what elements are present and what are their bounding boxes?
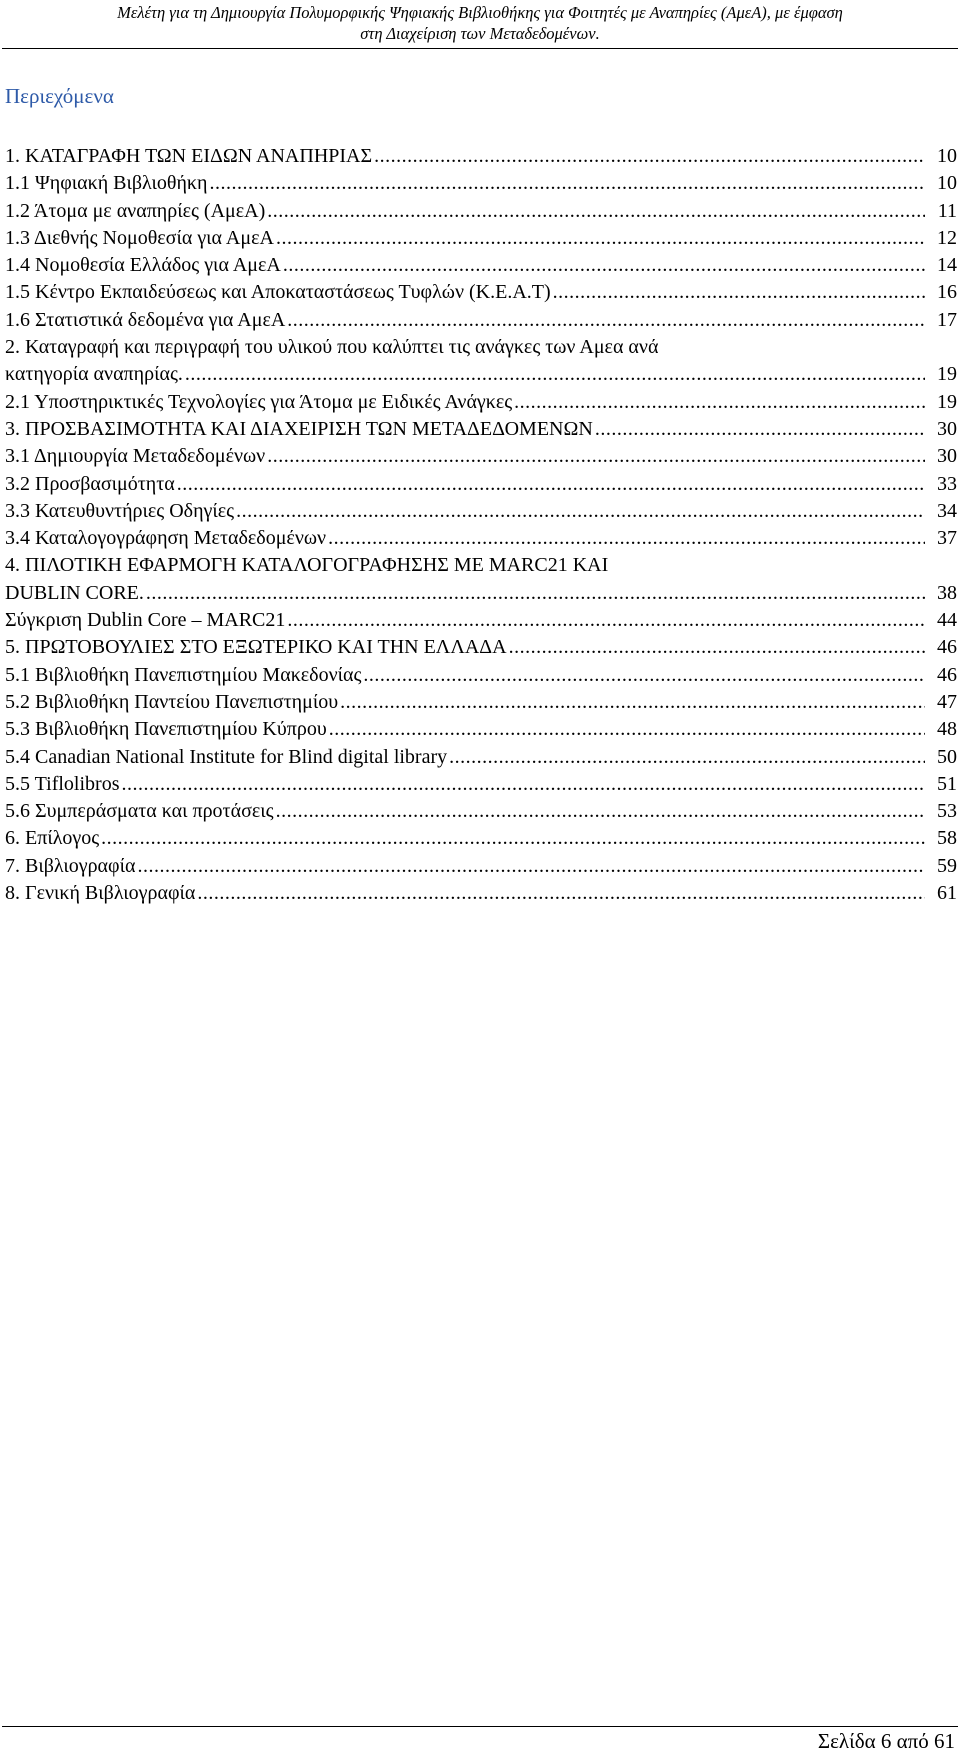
dot-leader [177, 471, 925, 498]
toc-heading: Περιεχόμενα [5, 84, 114, 108]
toc-entry[interactable] [5, 634, 957, 661]
dot-leader [121, 771, 925, 798]
toc-entry[interactable] [5, 771, 957, 798]
toc-entry-page: 46 [937, 636, 957, 659]
toc-entry-title: 5.6 Συμπεράσματα και προτάσεις [5, 800, 274, 823]
dot-leader [236, 498, 925, 525]
toc-entry-page: 50 [937, 745, 957, 768]
dot-leader [209, 170, 925, 197]
table-of-contents [5, 143, 957, 907]
toc-entry-title: 5.4 Canadian National Institute for Blind digital library [5, 745, 448, 768]
dot-leader [553, 279, 925, 306]
toc-entry[interactable] [5, 689, 957, 716]
dot-leader [267, 443, 925, 470]
toc-entry-title: 1.2 Άτομα με αναπηρίες (ΑμεΑ) [5, 199, 266, 222]
toc-entry[interactable] [5, 361, 957, 388]
toc-entry[interactable] [5, 279, 957, 306]
toc-entry-title: 3. ΠΡΟΣΒΑΣΙΜΟΤΗΤΑ ΚΑΙ ΔΙΑΧΕΙΡΙΣΗ ΤΩΝ ΜΕΤΑΔΕΔΟΜΕΝΩΝ [5, 417, 593, 440]
toc-entry[interactable] [5, 607, 957, 634]
toc-entry-page: 10 [937, 145, 957, 167]
header-line-2: στη Διαχείριση των Μεταδεδομένων. [360, 24, 600, 43]
toc-entry[interactable] [5, 853, 957, 880]
toc-entry-title: 5.5 Tiflolibros [5, 772, 120, 795]
dot-leader [340, 689, 925, 716]
dot-leader [595, 416, 925, 443]
toc-entry[interactable] [5, 498, 957, 525]
toc-entry-title: 1.1 Ψηφιακή Βιβλιοθήκη [5, 172, 208, 195]
toc-entry[interactable] [5, 307, 957, 334]
dot-leader [328, 525, 925, 552]
toc-entry[interactable] [5, 198, 957, 225]
toc-entry-page: 17 [937, 308, 957, 331]
toc-entry-page: 37 [937, 527, 957, 550]
toc-entry-title: 3.1 Δημιουργία Μεταδεδομένων [5, 445, 266, 468]
dot-leader [276, 798, 925, 825]
toc-entry[interactable] [5, 880, 957, 907]
toc-entry-page: 11 [937, 199, 957, 222]
dot-leader [137, 853, 925, 880]
toc-entry-page: 47 [937, 690, 957, 713]
toc-entry-page: 10 [937, 172, 957, 195]
toc-entry-page: 61 [937, 882, 957, 905]
toc-entry-page: 38 [937, 581, 957, 604]
toc-entry-title: 3.4 Καταλογογράφηση Μεταδεδομένων [5, 527, 327, 550]
toc-entry[interactable] [5, 471, 957, 498]
toc-entry-title: 2.1 Υποστηρικτικές Τεχνολογίες για Άτομα με Ειδικές Ανάγκες [5, 390, 513, 413]
dot-leader [509, 634, 925, 661]
toc-entry-page: 48 [937, 718, 957, 741]
toc-entry-title: 1.6 Στατιστικά δεδομένα για ΑμεΑ [5, 308, 286, 331]
toc-entry-page: 34 [937, 499, 957, 522]
dot-leader [374, 143, 925, 170]
toc-entry[interactable] [5, 252, 957, 279]
toc-entry-page: 16 [937, 281, 957, 304]
dot-leader [267, 198, 925, 225]
page-number-footer: Σελίδα 6 από 61 [817, 1729, 955, 1753]
toc-entry-page: 19 [937, 363, 957, 386]
toc-entry-title: 1.3 Διεθνής Νομοθεσία για ΑμεΑ [5, 226, 274, 249]
toc-entry[interactable] [5, 744, 957, 771]
dot-leader [146, 580, 925, 607]
toc-entry-title-line1: 4. ΠΙΛΟΤΙΚΗ ΕΦΑΡΜΟΓΗ ΚΑΤΑΛΟΓΟΓΡΑΦΗΣΗΣ ΜΕ MARC21 ΚΑΙ [5, 554, 609, 577]
dot-leader [185, 361, 925, 388]
dot-leader [197, 880, 925, 907]
dot-leader [514, 389, 925, 416]
toc-entry-page: 12 [937, 226, 957, 249]
toc-entry-page: 59 [937, 854, 957, 877]
toc-entry[interactable] [5, 525, 957, 552]
running-header [0, 0, 960, 50]
toc-entry-page: 58 [937, 827, 957, 850]
toc-entry-title: 5. ΠΡΩΤΟΒΟΥΛΙΕΣ ΣΤΟ ΕΞΩΤΕΡΙΚΟ ΚΑΙ ΤΗΝ ΕΛΛΑΔΑ [5, 636, 507, 659]
dot-leader [287, 307, 925, 334]
toc-entry[interactable] [5, 170, 957, 197]
toc-entry-title: 5.3 Βιβλιοθήκη Πανεπιστημίου Κύπρου [5, 718, 327, 741]
dot-leader [363, 662, 925, 689]
toc-entry[interactable] [5, 143, 957, 170]
toc-entry-title: DUBLIN CORE. [5, 581, 144, 604]
toc-entry-continued-line[interactable] [5, 552, 957, 579]
toc-entry-title-line1: 2. Καταγραφή και περιγραφή του υλικού που καλύπτει τις ανάγκες των Αμεα ανά [5, 336, 659, 359]
toc-entry-title: 1. ΚΑΤΑΓΡΑΦΗ ΤΩΝ ΕΙΔΩΝ ΑΝΑΠΗΡΙΑΣ [5, 145, 373, 167]
toc-entry[interactable] [5, 443, 957, 470]
header-rule [2, 48, 958, 49]
footer-rule [2, 1726, 958, 1727]
toc-entry-page: 30 [937, 417, 957, 440]
toc-entry-title: 5.1 Βιβλιοθήκη Πανεπιστημίου Μακεδονίας [5, 663, 362, 686]
toc-entry-title: 1.4 Νομοθεσία Ελλάδος για ΑμεΑ [5, 254, 281, 277]
toc-entry-continued-line[interactable] [5, 334, 957, 361]
toc-entry-title: 3.3 Κατευθυντήριες Οδηγίες [5, 499, 235, 522]
toc-entry-page: 19 [937, 390, 957, 413]
dot-leader [329, 716, 925, 743]
toc-entry-page: 46 [937, 663, 957, 686]
toc-entry-title: 7. Βιβλιογραφία [5, 854, 136, 877]
toc-entry-page: 33 [937, 472, 957, 495]
toc-entry-title: Σύγκριση Dublin Core – MARC21 [5, 609, 286, 632]
dot-leader [276, 225, 925, 252]
toc-entry-page: 53 [937, 800, 957, 823]
toc-entry[interactable] [5, 716, 957, 743]
toc-entry[interactable] [5, 825, 957, 852]
toc-entry[interactable] [5, 662, 957, 689]
toc-entry-page: 14 [937, 254, 957, 277]
header-line-1: Μελέτη για τη Δημιουργία Πολυμορφικής Ψηφιακής Βιβλιοθήκης για Φοιτητές με Αναπηρίες (ΑμεΑ), με έμφαση [117, 3, 843, 22]
toc-entry-title: 5.2 Βιβλιοθήκη Παντείου Πανεπιστημίου [5, 690, 339, 713]
toc-entry[interactable] [5, 416, 957, 443]
toc-entry-page: 51 [937, 772, 957, 795]
toc-entry-title: 1.5 Κέντρο Εκπαιδεύσεως και Αποκαταστάσεως Τυφλών (Κ.Ε.Α.Τ) [5, 281, 551, 304]
dot-leader [101, 825, 925, 852]
toc-entry-page: 30 [937, 445, 957, 468]
toc-entry-page: 44 [937, 609, 957, 632]
toc-entry[interactable] [5, 580, 957, 607]
toc-entry-title: 3.2 Προσβασιμότητα [5, 472, 175, 495]
toc-entry[interactable] [5, 389, 957, 416]
toc-entry-title: κατηγορία αναπηρίας. [5, 363, 183, 386]
toc-entry[interactable] [5, 225, 957, 252]
dot-leader [283, 252, 925, 279]
toc-entry-title: 8. Γενική Βιβλιογραφία [5, 882, 196, 905]
dot-leader [449, 744, 925, 771]
toc-entry[interactable] [5, 798, 957, 825]
toc-entry-title: 6. Επίλογος [5, 827, 100, 850]
dot-leader [287, 607, 925, 634]
